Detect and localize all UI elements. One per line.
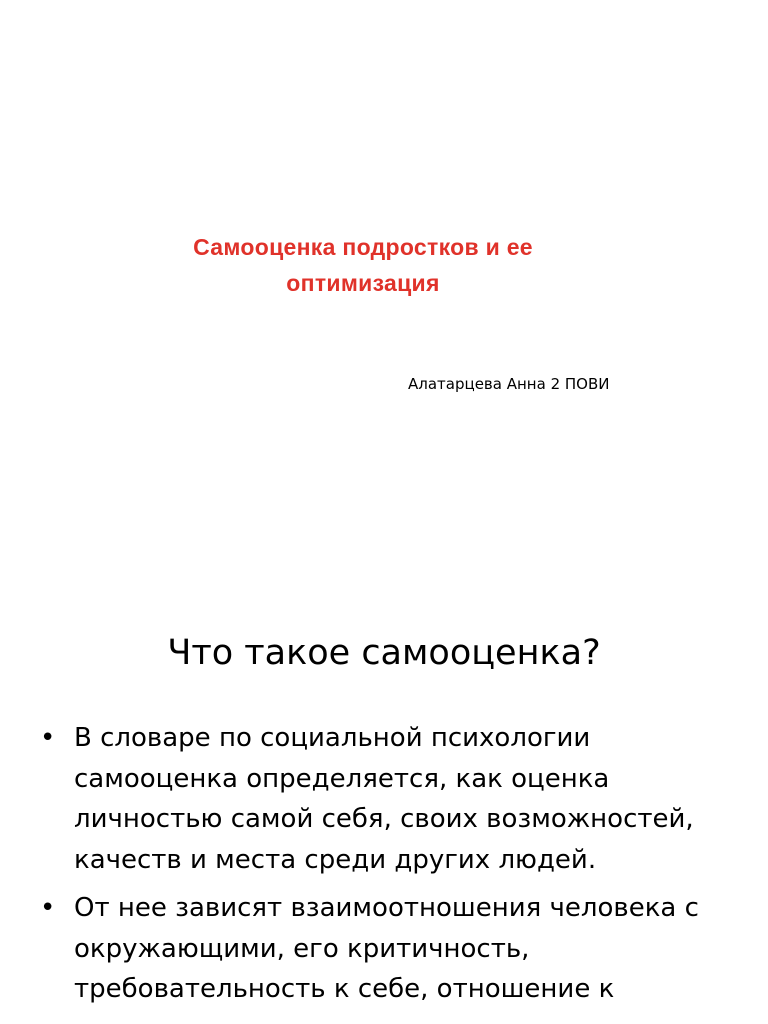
- bullet-icon: •: [40, 723, 56, 753]
- bullet-item: [40, 718, 740, 880]
- bullet-text: От нее зависят взаимоотношения человека с окружающими, его критичность, требовательность к себе, отношение к: [74, 893, 699, 1004]
- content-slide: [0, 576, 768, 1024]
- presentation-title-line-1: Самооценка подростков и ее: [193, 234, 533, 260]
- bullet-icon: •: [40, 893, 56, 923]
- bullet-text: В словаре по социальной психологии самооценка определяется, как оценка личностью самой себя, своих возможностей, качеств и места среди других людей.: [74, 723, 694, 875]
- bullet-list: [40, 718, 740, 1018]
- presentation-title-line-2: оптимизация: [286, 270, 440, 296]
- author-name: Алатарцева Анна 2 ПОВИ: [408, 375, 610, 393]
- slide-title: Что такое самооценка?: [167, 633, 601, 673]
- presentation-title: [130, 229, 596, 301]
- bullet-item: [40, 888, 740, 1010]
